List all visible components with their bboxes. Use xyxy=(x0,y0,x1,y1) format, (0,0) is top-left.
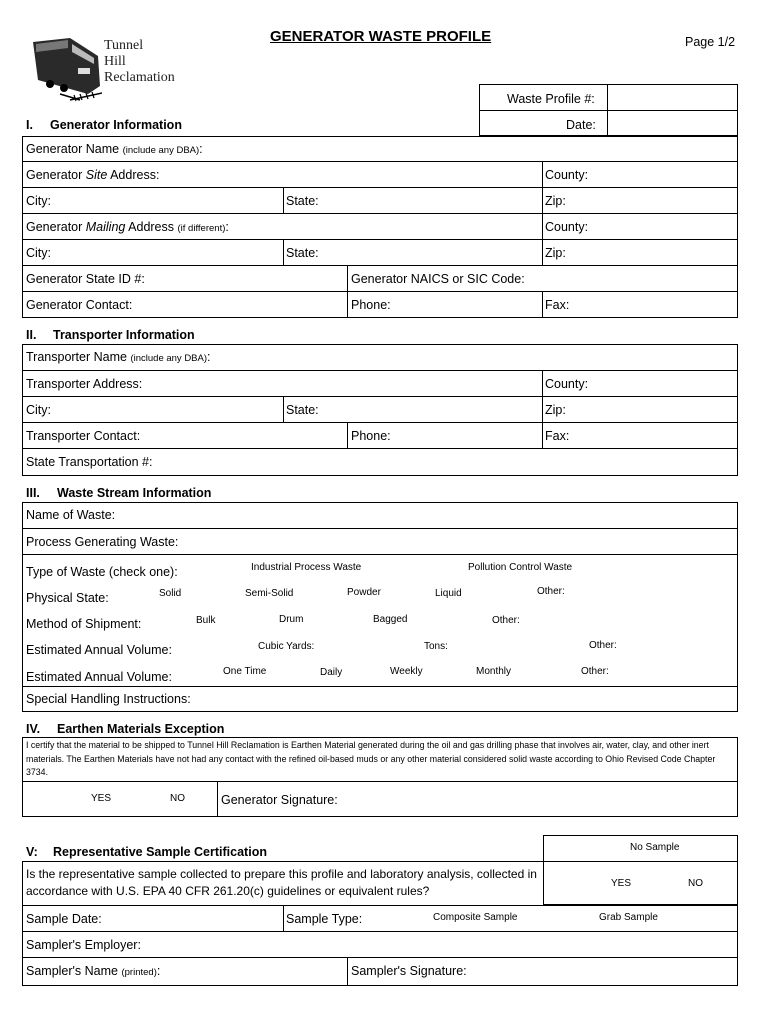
generator-mailing-state-label[interactable]: State: xyxy=(286,246,319,260)
section-3-number: III. xyxy=(26,486,40,500)
section-5-heading: Representative Sample Certification xyxy=(53,845,267,859)
method-of-shipment-label: Method of Shipment: xyxy=(26,617,142,631)
sample-question-line-2: accordance with U.S. EPA 40 CFR 261.20(c) guidelines or equivalent rules? xyxy=(26,884,430,898)
transporter-phone-label[interactable]: Phone: xyxy=(351,429,391,443)
generator-mailing-city-label[interactable]: City: xyxy=(26,246,51,260)
generator-mailing-zip-label[interactable]: Zip: xyxy=(545,246,566,260)
section-1-number: I. xyxy=(26,118,33,132)
generator-naics-label[interactable]: Generator NAICS or SIC Code: xyxy=(351,272,525,286)
option-cubic-yards[interactable]: Cubic Yards: xyxy=(258,641,315,652)
type-of-waste-label: Type of Waste (check one): xyxy=(26,565,178,579)
generator-name-label[interactable]: Generator Name (include any DBA): xyxy=(26,142,203,156)
company-logo xyxy=(30,34,180,102)
option-one-time[interactable]: One Time xyxy=(223,666,267,677)
process-generating-label[interactable]: Process Generating Waste: xyxy=(26,535,179,549)
waste-profile-label: Waste Profile #: xyxy=(507,92,595,106)
transporter-zip-label[interactable]: Zip: xyxy=(545,403,566,417)
sample-type-label: Sample Type: xyxy=(286,912,363,926)
option-semi-solid[interactable]: Semi-Solid xyxy=(245,588,294,599)
section-2-heading: Transporter Information xyxy=(53,328,195,342)
sampler-signature-label[interactable]: Sampler's Signature: xyxy=(351,964,467,978)
generator-mailing-address-label[interactable]: Generator Mailing Address (if different): xyxy=(26,220,229,234)
section-2-number: II. xyxy=(26,328,37,342)
logo-line-1: Tunnel xyxy=(104,38,144,53)
sample-yes-option[interactable]: YES xyxy=(611,878,632,889)
generator-site-address-label[interactable]: Generator Site Address: xyxy=(26,168,160,182)
sample-no-option[interactable]: NO xyxy=(688,878,703,889)
page-number: Page 1/2 xyxy=(685,35,736,49)
option-weekly[interactable]: Weekly xyxy=(390,666,423,677)
generator-site-county-label[interactable]: County: xyxy=(545,168,589,182)
generator-site-city-label[interactable]: City: xyxy=(26,194,51,208)
option-pollution-control-waste[interactable]: Pollution Control Waste xyxy=(468,562,573,573)
section-5-number: V: xyxy=(26,845,38,859)
generator-site-zip-label[interactable]: Zip: xyxy=(545,194,566,208)
option-physical-other[interactable]: Other: xyxy=(537,586,565,597)
transporter-contact-label[interactable]: Transporter Contact: xyxy=(26,429,141,443)
sample-date-label[interactable]: Sample Date: xyxy=(26,912,102,926)
sample-question-line-1: Is the representative sample collected to prepare this profile and laboratory analysis, collected in xyxy=(26,867,537,881)
date-field[interactable] xyxy=(609,112,736,134)
transporter-state-label[interactable]: State: xyxy=(286,403,319,417)
generator-phone-label[interactable]: Phone: xyxy=(351,298,391,312)
transporter-name-label[interactable]: Transporter Name (include any DBA): xyxy=(26,350,211,364)
locomotive-icon xyxy=(30,34,102,102)
option-liquid[interactable]: Liquid xyxy=(435,588,462,599)
option-shipment-other[interactable]: Other: xyxy=(492,615,520,626)
transporter-county-label[interactable]: County: xyxy=(545,377,589,391)
generator-fax-label[interactable]: Fax: xyxy=(545,298,570,312)
section-4-heading: Earthen Materials Exception xyxy=(57,722,225,736)
state-transportation-label[interactable]: State Transportation #: xyxy=(26,455,153,469)
name-of-waste-label[interactable]: Name of Waste: xyxy=(26,508,116,522)
sampler-name-label[interactable]: Sampler's Name (printed): xyxy=(26,964,161,978)
earthen-no-option[interactable]: NO xyxy=(170,793,185,804)
earthen-yes-option[interactable]: YES xyxy=(91,793,112,804)
option-daily[interactable]: Daily xyxy=(320,667,343,678)
option-solid[interactable]: Solid xyxy=(159,588,182,599)
waste-profile-field[interactable] xyxy=(609,86,736,108)
logo-line-3: Reclamation xyxy=(104,70,175,85)
physical-state-label: Physical State: xyxy=(26,591,109,605)
option-bulk[interactable]: Bulk xyxy=(196,615,216,626)
special-handling-label[interactable]: Special Handling Instructions: xyxy=(26,692,191,706)
no-sample-option[interactable]: No Sample xyxy=(630,842,680,853)
option-drum[interactable]: Drum xyxy=(279,614,304,625)
composite-sample-option[interactable]: Composite Sample xyxy=(433,912,518,923)
option-volume-other[interactable]: Other: xyxy=(589,640,617,651)
date-label: Date: xyxy=(566,118,596,132)
sampler-employer-label[interactable]: Sampler's Employer: xyxy=(26,938,141,952)
option-monthly[interactable]: Monthly xyxy=(476,666,512,677)
grab-sample-option[interactable]: Grab Sample xyxy=(599,912,658,923)
option-powder[interactable]: Powder xyxy=(347,587,381,598)
generator-mailing-county-label[interactable]: County: xyxy=(545,220,589,234)
section-4-number: IV. xyxy=(26,722,41,736)
option-frequency-other[interactable]: Other: xyxy=(581,666,609,677)
generator-contact-label[interactable]: Generator Contact: xyxy=(26,298,133,312)
form-title: GENERATOR WASTE PROFILE xyxy=(270,28,492,45)
estimated-volume-label: Estimated Annual Volume: xyxy=(26,643,172,657)
transporter-fax-label[interactable]: Fax: xyxy=(545,429,570,443)
transporter-city-label[interactable]: City: xyxy=(26,403,51,417)
transporter-address-label[interactable]: Transporter Address: xyxy=(26,377,143,391)
generator-site-state-label[interactable]: State: xyxy=(286,194,319,208)
option-bagged[interactable]: Bagged xyxy=(373,614,408,625)
generator-state-id-label[interactable]: Generator State ID #: xyxy=(26,272,145,286)
section-1-heading: Generator Information xyxy=(50,118,182,132)
generator-signature-label[interactable]: Generator Signature: xyxy=(221,793,338,807)
earthen-certification-text: I certify that the material to be shipped to Tunnel Hill Reclamation is Earthen Material generated during the oil and gas drilling phase that involves air, water, clay, and other inert materials. The Earthen Materials have not had any contact with the refined oil-based muds or any other material considered solid waste according to Ohio Revised Code Chapter 3734. xyxy=(26,740,716,777)
estimated-frequency-label: Estimated Annual Volume: xyxy=(26,670,172,684)
section-3-heading: Waste Stream Information xyxy=(57,486,212,500)
option-tons[interactable]: Tons: xyxy=(424,641,448,652)
logo-line-2: Hill xyxy=(104,54,126,69)
option-industrial-process-waste[interactable]: Industrial Process Waste xyxy=(251,562,362,573)
